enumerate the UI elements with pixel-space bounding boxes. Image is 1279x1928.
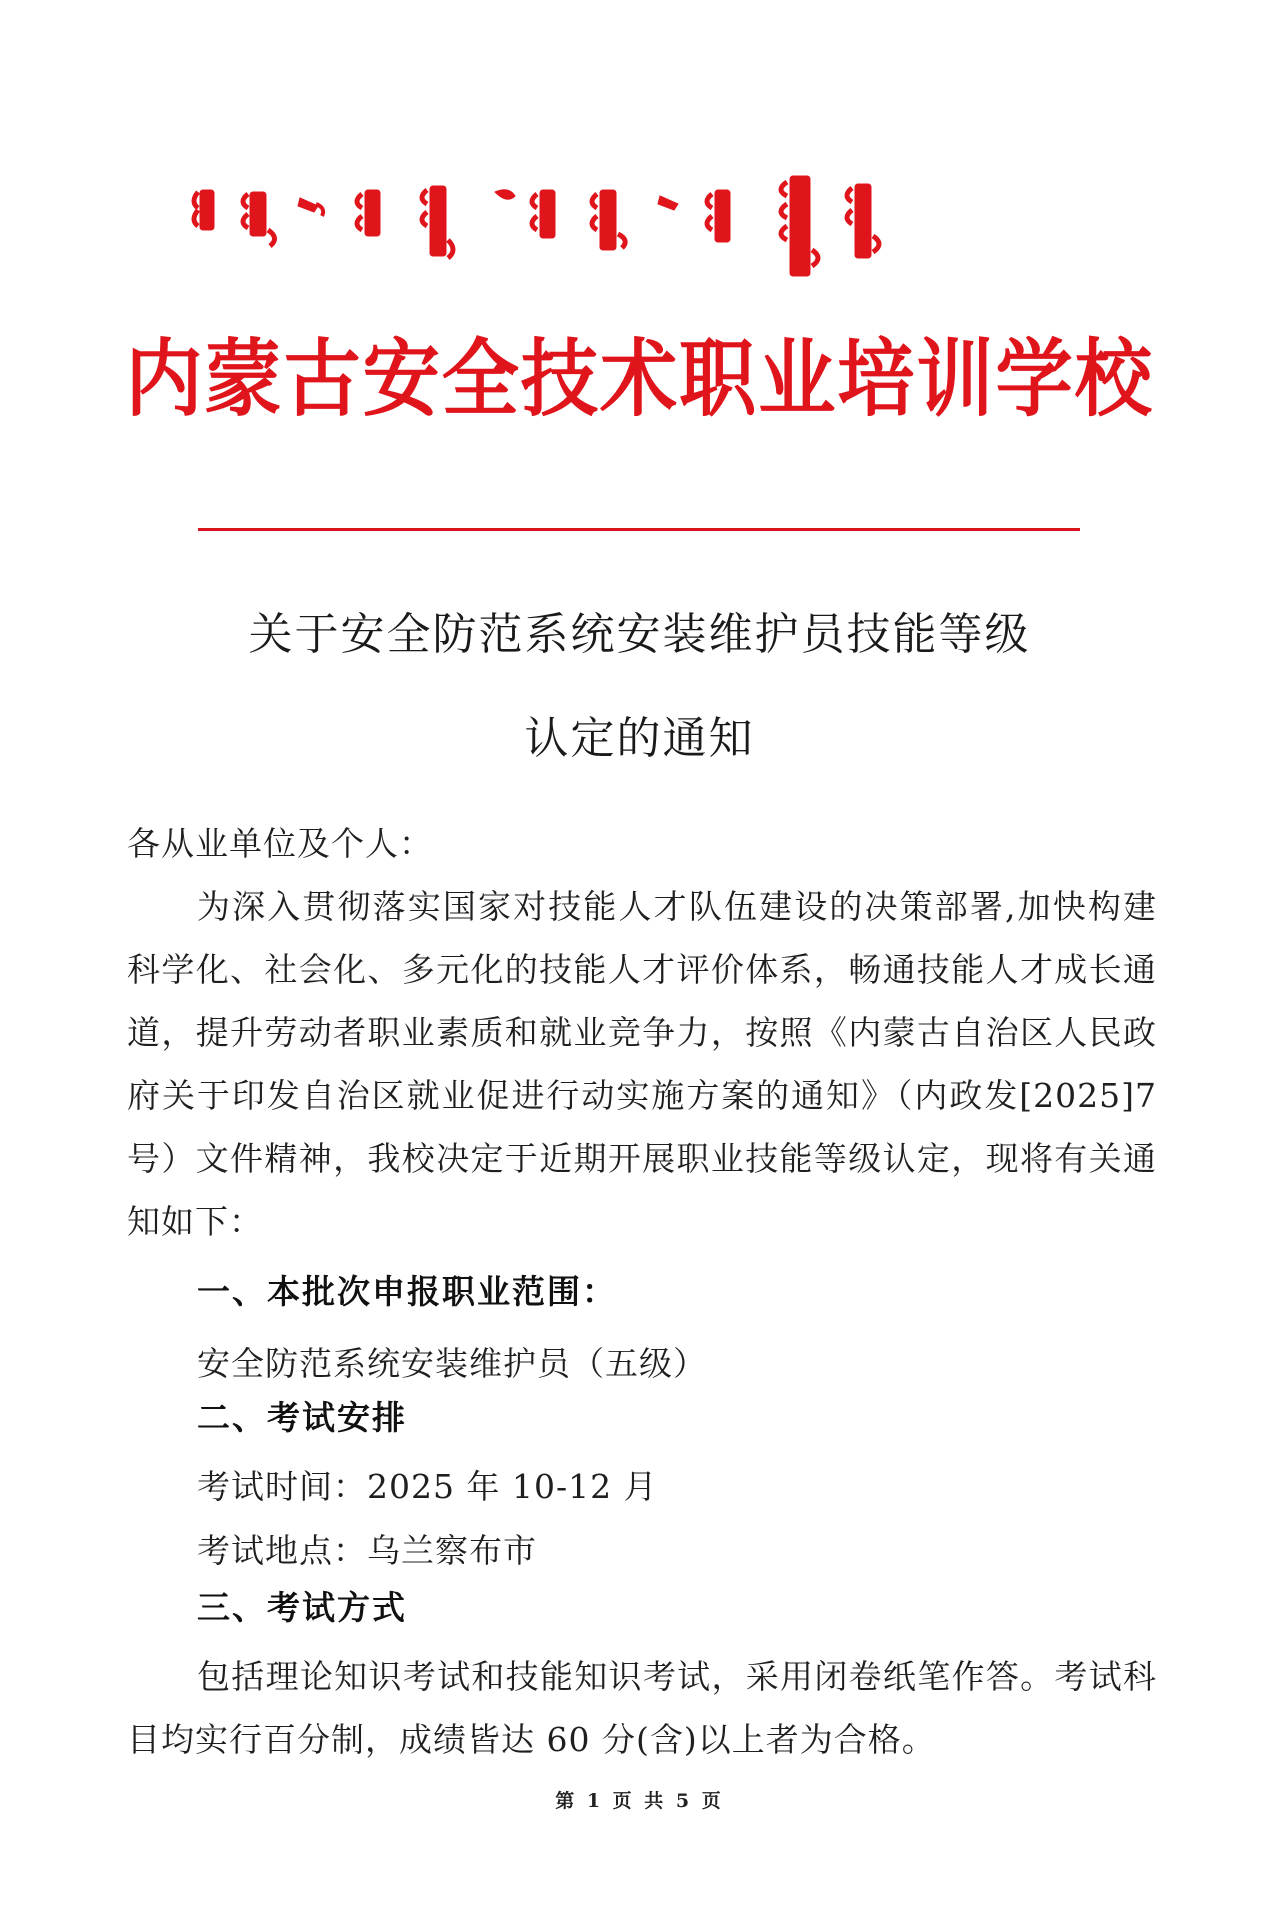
- exam-place: 考试地点：乌兰察布市: [197, 1531, 537, 1570]
- exam-time: 考试时间：2025 年 10-12 月: [197, 1467, 658, 1506]
- page-number: 第 1 页 共 5 页: [555, 1790, 724, 1812]
- section-1-item: 安全防范系统安装维护员（五级）: [197, 1344, 707, 1383]
- section-1-heading: 一、本批次申报职业范围：: [197, 1272, 617, 1311]
- organization-name: 内蒙古安全技术职业培训学校: [125, 334, 1154, 427]
- document-title-line-2: 认定的通知: [524, 713, 755, 764]
- salutation: 各从业单位及个人：: [127, 824, 433, 863]
- section-3-heading: 三、考试方式: [197, 1588, 407, 1627]
- document-title-line-1: 关于安全防范系统安装维护员技能等级: [248, 609, 1031, 660]
- section-2-heading: 二、考试安排: [197, 1398, 407, 1437]
- mongolian-script-logo: [190, 170, 1090, 310]
- letterhead-divider: [198, 528, 1080, 531]
- section-3-paragraph: 包括理论知识考试和技能知识考试，采用闭卷纸笔作答。考试科目均实行百分制，成绩皆达 60 分(含)以上者为合格。: [127, 1657, 1157, 1759]
- intro-paragraph: 为深入贯彻落实国家对技能人才队伍建设的决策部署,加快构建科学化、社会化、多元化的技能人才评价体系，畅通技能人才成长通道，提升劳动者职业素质和就业竞争力，按照《内蒙古自治区人民政府关于印发自治区就业促进行动实施方案的通知》（内政发[2025]7号）文件精神，我校决定于近期开展职业技能等级认定，现将有关通知如下：: [127, 887, 1157, 1241]
